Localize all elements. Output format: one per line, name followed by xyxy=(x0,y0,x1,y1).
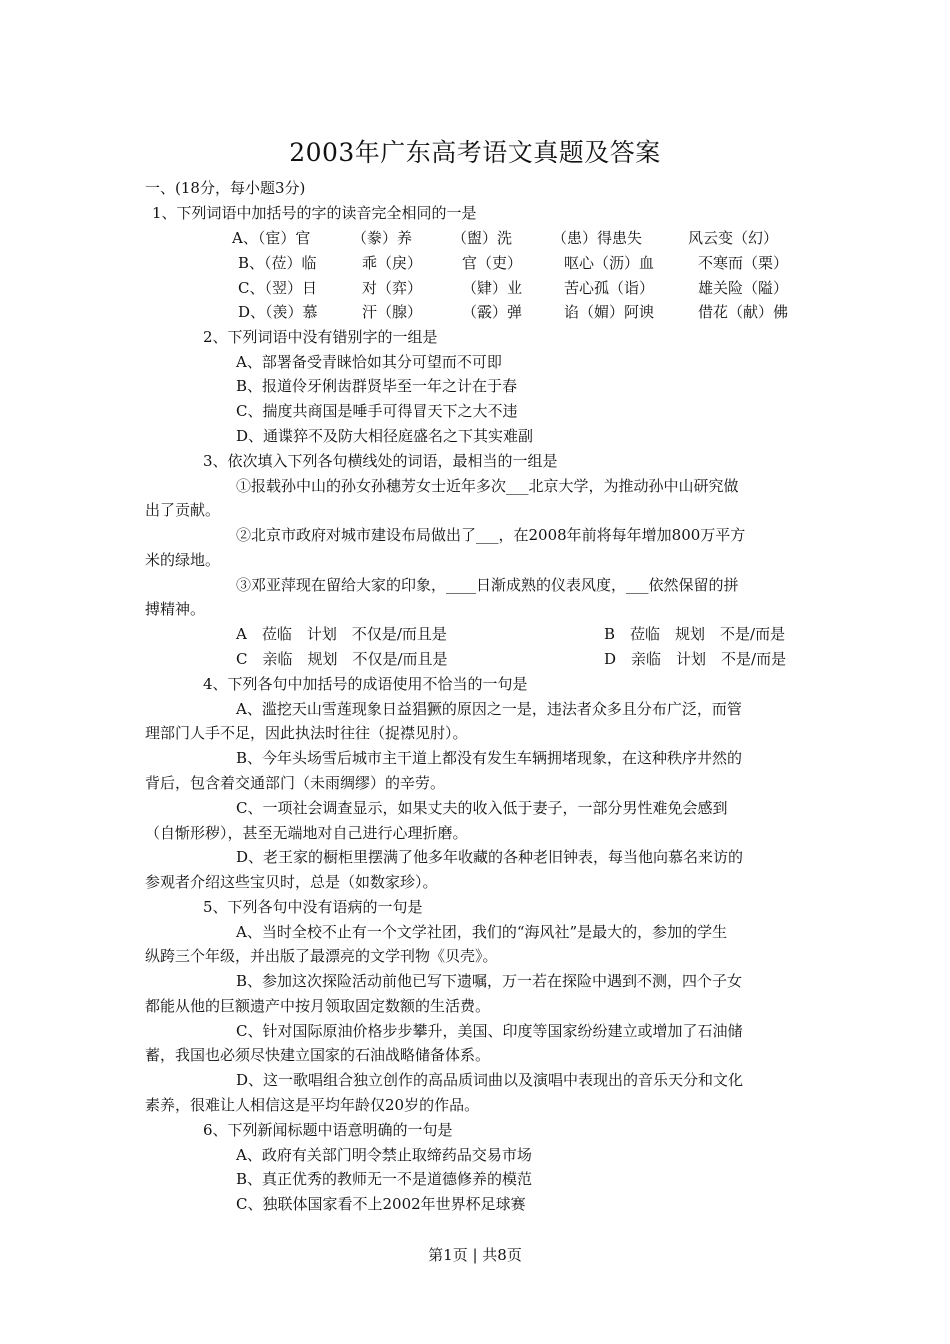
option-cell: C、（翌）日 xyxy=(238,279,317,297)
question-6-stem: 6、下列新闻标题中语意明确的一句是 xyxy=(203,1121,453,1139)
question-6-option-b: B、真正优秀的教师无一不是道德修养的模范 xyxy=(236,1170,533,1188)
option-cell: 官（吏） xyxy=(462,254,523,272)
question-3-sentence-2: ②北京市政府对城市建设布局做出了___，在2008年前将每年增加800万平方 xyxy=(236,526,746,544)
option-cell: （豢）养 xyxy=(352,229,413,247)
option-cell: 借花（献）佛 xyxy=(698,303,789,321)
question-2-stem: 2、下列词语中没有错别字的一组是 xyxy=(203,328,438,346)
option-cell: （霰）弹 xyxy=(462,303,523,321)
question-6-option-a: A、政府有关部门明令禁止取缔药品交易市场 xyxy=(236,1146,532,1164)
option-cell: 谄（媚）阿谀 xyxy=(564,303,655,321)
option-cell: （盥）洗 xyxy=(452,229,513,247)
document-title: 2003年广东高考语文真题及答案 xyxy=(289,138,661,167)
question-5-option-c: C、针对国际原油价格步步攀升，美国、印度等国家纷纷建立或增加了石油储 xyxy=(236,1022,743,1040)
option-cell: 乖（戾） xyxy=(362,254,423,272)
question-3-option-d: D 亲临 计划 不是/而是 xyxy=(604,650,787,668)
question-5-option-b-cont: 都能从他的巨额遗产中按月领取固定数额的生活费。 xyxy=(145,997,491,1015)
question-3-option-a: A 莅临 计划 不仅是/而且是 xyxy=(236,625,447,643)
option-cell: 不寒而（栗） xyxy=(698,254,789,272)
option-cell: （患）得患失 xyxy=(552,229,643,247)
option-cell: 风云变（幻） xyxy=(688,229,779,247)
section-heading: 一、(18分，每小题3分) xyxy=(145,179,306,197)
question-4-stem: 4、下列各句中加括号的成语使用不恰当的一句是 xyxy=(203,675,528,693)
question-5-option-d: D、这一歌唱组合独立创作的高品质词曲以及演唱中表现出的音乐天分和文化 xyxy=(236,1071,744,1089)
question-4-option-b: B、今年头场雪后城市主干道上都没有发生车辆拥堵现象，在这种秩序井然的 xyxy=(236,749,743,767)
question-2-option-a: A、部署备受青睐恰如其分可望而不可即 xyxy=(236,353,502,371)
question-4-option-d: D、老王家的橱柜里摆满了他多年收藏的各种老旧钟表，每当他向慕名来访的 xyxy=(236,848,744,866)
question-5-stem: 5、下列各句中没有语病的一句是 xyxy=(203,898,423,916)
question-5-option-a-cont: 纵跨三个年级，并出版了最漂亮的文学刊物《贝壳》。 xyxy=(145,947,498,965)
question-5-option-d-cont: 素养，很难让人相信这是平均年龄仅20岁的作品。 xyxy=(145,1096,480,1114)
option-cell: （肄）业 xyxy=(462,279,523,297)
question-5-option-b: B、参加这次探险活动前他已写下遗嘱，万一若在探险中遇到不测，四个子女 xyxy=(236,972,743,990)
question-5-option-c-cont: 蓄，我国也必须尽快建立国家的石油战略储备体系。 xyxy=(145,1046,491,1064)
question-3-option-b: B 莅临 规划 不是/而是 xyxy=(604,625,786,643)
question-3-sentence-3: ③邓亚萍现在留给大家的印象，____日渐成熟的仪表风度，___依然保留的拼 xyxy=(236,576,739,594)
option-cell: D、（羡）慕 xyxy=(238,303,318,321)
question-2-option-c: C、揣度共商国是唾手可得冒天下之大不违 xyxy=(236,402,518,420)
question-4-option-a-cont: 理部门人手不足，因此执法时往往（捉襟见肘）。 xyxy=(145,724,468,742)
question-4-option-c: C、一项社会调查显示，如果丈夫的收入低于妻子，一部分男性难免会感到 xyxy=(236,799,728,817)
option-cell: 苦心孤（诣） xyxy=(564,279,655,297)
page-footer: 第1页 | 共8页 xyxy=(428,1246,522,1264)
question-3-option-c: C 亲临 规划 不仅是/而且是 xyxy=(236,650,448,668)
question-3-sentence-3-cont: 搏精神。 xyxy=(145,600,206,618)
question-3-stem: 3、依次填入下列各句横线处的词语，最相当的一组是 xyxy=(203,452,558,470)
question-1-stem: 1、下列词语中加括号的字的读音完全相同的一是 xyxy=(152,204,477,222)
option-cell: 汗（腺） xyxy=(362,303,423,321)
question-2-option-b: B、报道伶牙俐齿群贤毕至一年之计在于春 xyxy=(236,377,518,395)
question-3-sentence-1: ①报载孙中山的孙女孙穗芳女士近年多次___北京大学，为推动孙中山研究做 xyxy=(236,477,739,495)
question-2-option-d: D、通谍猝不及防大相径庭盛名之下其实难副 xyxy=(236,427,534,445)
question-4-option-a: A、滥挖天山雪莲现象日益猖獗的原因之一是，违法者众多且分布广泛，而管 xyxy=(236,700,742,718)
question-4-option-b-cont: 背后，包含着交通部门（未雨绸缪）的辛劳。 xyxy=(145,774,446,792)
option-cell: A、（宦）官 xyxy=(232,229,311,247)
option-cell: 呕心（沥）血 xyxy=(564,254,655,272)
option-cell: 雄关险（隘） xyxy=(698,279,789,297)
option-cell: B、（莅）临 xyxy=(238,254,317,272)
option-cell: 对（弈） xyxy=(362,279,423,297)
question-3-sentence-1-cont: 出了贡献。 xyxy=(145,501,221,519)
question-5-option-a: A、当时全校不止有一个文学社团，我们的“海风社”是最大的，参加的学生 xyxy=(236,923,728,941)
question-3-sentence-2-cont: 米的绿地。 xyxy=(145,551,221,569)
question-4-option-d-cont: 参观者介绍这些宝贝时，总是（如数家珍）。 xyxy=(145,873,438,891)
question-4-option-c-cont: （自惭形秽），甚至无端地对自己进行心理折磨。 xyxy=(145,824,468,842)
question-6-option-c: C、独联体国家看不上2002年世界杯足球赛 xyxy=(236,1195,526,1213)
